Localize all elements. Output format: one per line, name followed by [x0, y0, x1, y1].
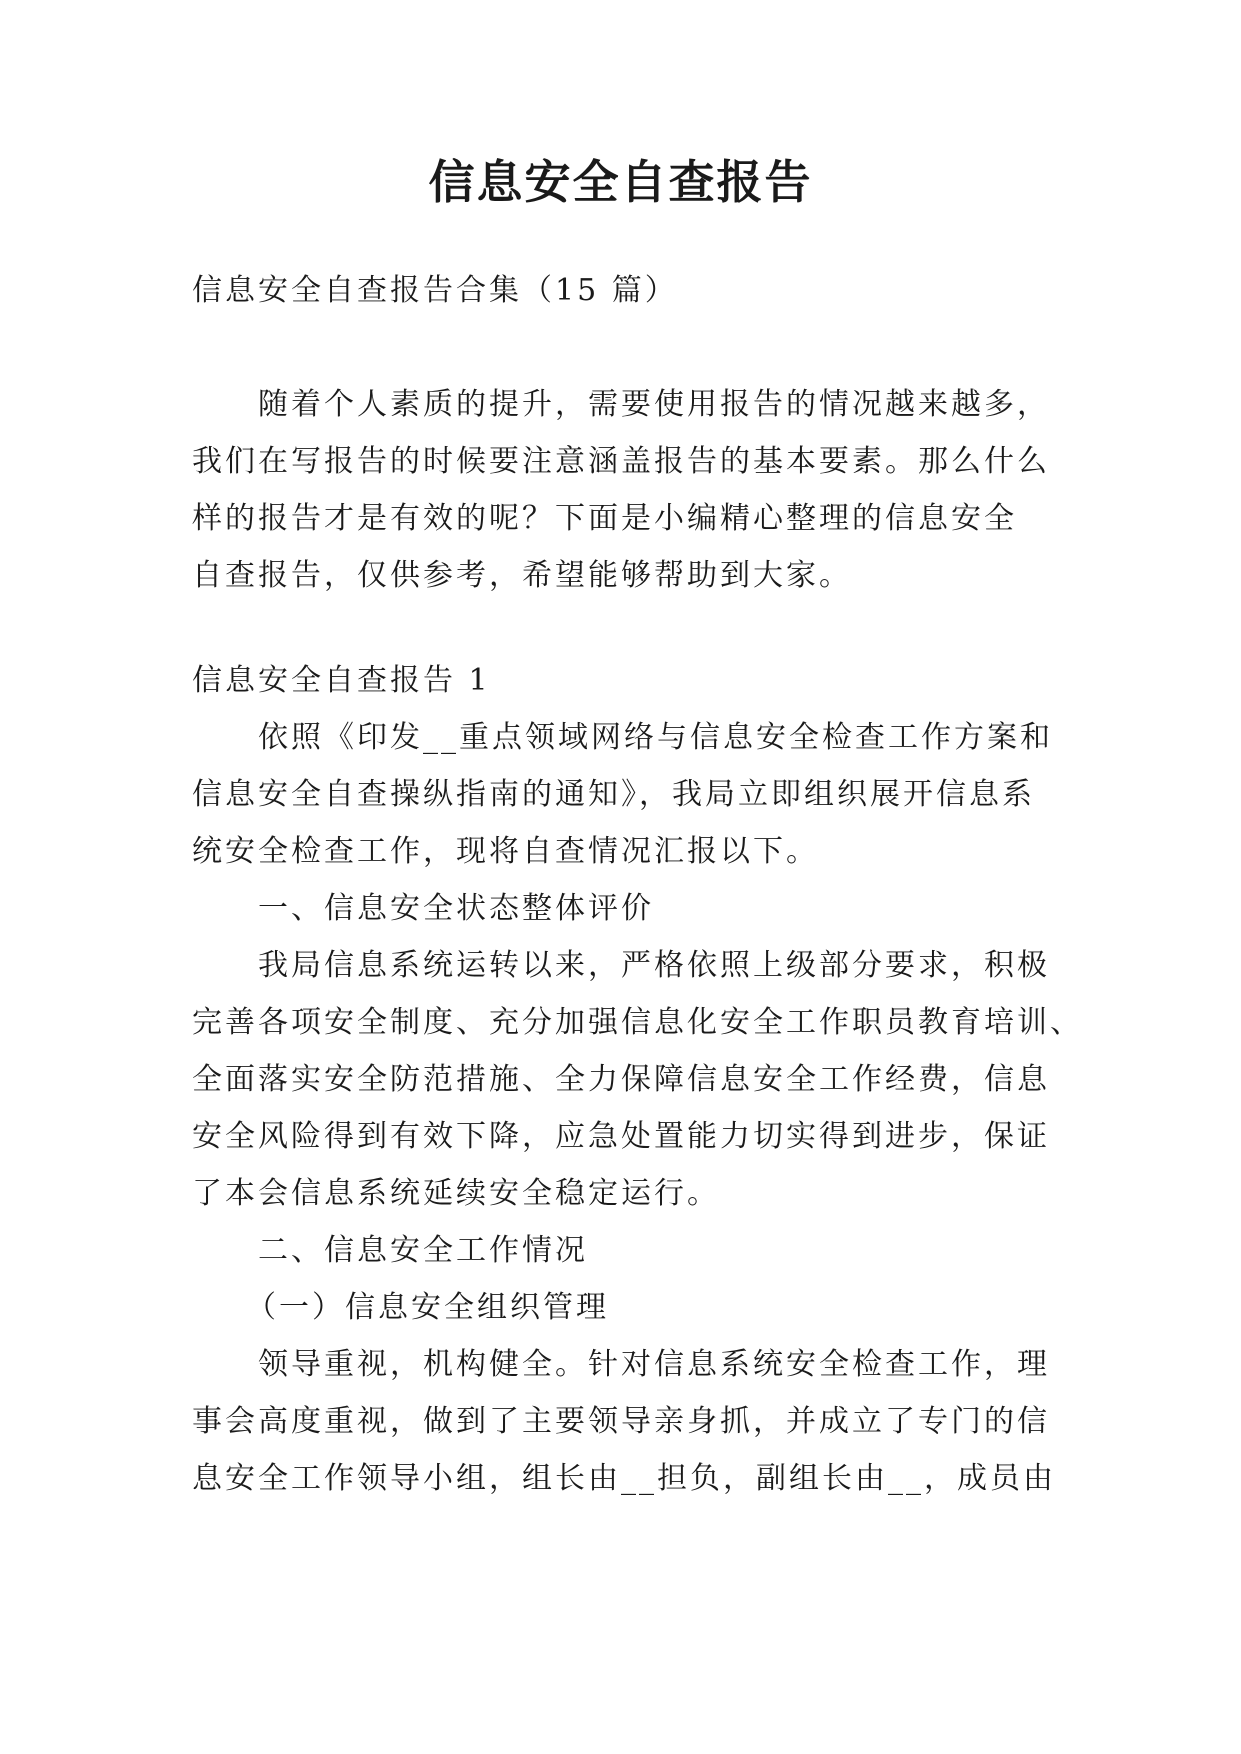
paragraph-line: 全面落实安全防范措施、全力保障信息安全工作经费，信息: [192, 1062, 1050, 1097]
paragraph-line: 了本会信息系统延续安全稳定运行。: [192, 1176, 720, 1211]
paragraph-line: 事会高度重视，做到了主要领导亲身抓，并成立了专门的信: [192, 1404, 1050, 1439]
paragraph-line: 依照《印发__重点领域网络与信息安全检查工作方案和: [258, 720, 1053, 755]
section-heading-text: 二、信息安全工作情况: [258, 1233, 588, 1268]
collection-heading: 信息安全自查报告合集（15 篇）: [192, 273, 678, 308]
section-1-heading: [192, 880, 1052, 937]
paragraph-3: [192, 1336, 1056, 1507]
intro-line: 样的报告才是有效的呢？下面是小编精心整理的信息安全: [192, 501, 1017, 536]
intro-line: 自查报告，仅供参考，希望能够帮助到大家。: [192, 558, 852, 593]
paragraph-2: [192, 937, 1083, 1222]
paragraph-line: 息安全工作领导小组，组长由__担负，副组长由__，成员由: [192, 1461, 1056, 1496]
section-2-heading: [192, 1222, 1052, 1279]
document-title: 信息安全自查报告: [428, 155, 813, 209]
intro-paragraph: [192, 376, 1052, 604]
report-title: 信息安全自查报告 1: [192, 663, 491, 698]
paragraph-line: 我局信息系统运转以来，严格依照上级部分要求，积极: [258, 948, 1050, 983]
section-heading-text: 一、信息安全状态整体评价: [258, 891, 654, 926]
subsection-1-heading: [192, 1279, 1052, 1336]
intro-line: 我们在写报告的时候要注意涵盖报告的基本要素。那么什么: [192, 444, 1050, 479]
intro-line: 随着个人素质的提升，需要使用报告的情况越来越多，: [258, 387, 1050, 422]
paragraph-line: 完善各项安全制度、充分加强信息化安全工作职员教育培训、: [192, 1005, 1083, 1040]
paragraph-line: 信息安全自查操纵指南的通知》，我局立即组织展开信息系: [192, 777, 1035, 812]
subsection-heading-text: （一）信息安全组织管理: [246, 1290, 609, 1325]
paragraph-line: 安全风险得到有效下降，应急处置能力切实得到进步，保证: [192, 1119, 1050, 1154]
paragraph-line: 统安全检查工作，现将自查情况汇报以下。: [192, 834, 819, 869]
paragraph-line: 领导重视，机构健全。针对信息系统安全检查工作，理: [258, 1347, 1050, 1382]
paragraph-1: [192, 709, 1052, 880]
document-body: [192, 262, 1083, 1507]
